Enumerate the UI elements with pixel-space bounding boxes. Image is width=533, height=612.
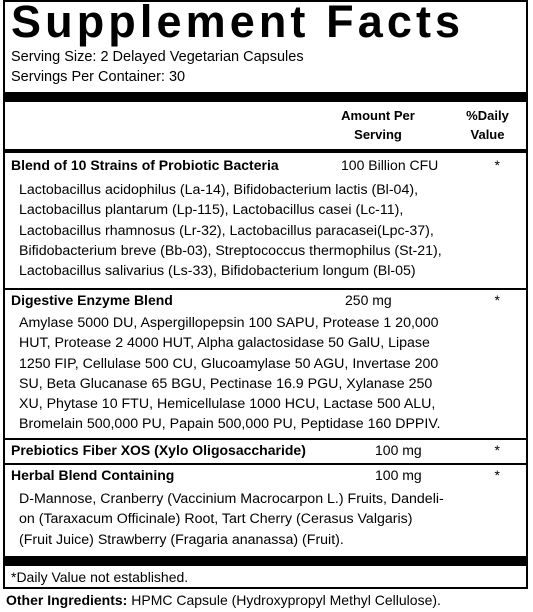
header-daily-value: %Daily Value: [466, 108, 509, 142]
footnote: *Daily Value not established.: [11, 569, 189, 585]
divider: [5, 463, 526, 465]
divider-thick-bottom: [5, 556, 526, 566]
ingredient-herbal-label: Herbal Blend Containing: [11, 467, 175, 483]
supplement-facts-panel: [3, 0, 528, 589]
ingredient-probiotic-amount: 100 Billion CFU: [341, 157, 439, 173]
other-ingredients-text: HPMC Capsule (Hydroxypropyl Methyl Cellulose).: [131, 592, 441, 608]
serving-size: Serving Size: 2 Delayed Vegetarian Capsules: [11, 49, 304, 65]
divider: [5, 438, 526, 440]
ingredient-enzyme-label: Digestive Enzyme Blend: [11, 292, 173, 308]
ingredient-probiotic-dv: *: [494, 157, 500, 173]
panel-title: Supplement Facts: [11, 0, 465, 47]
ingredient-prebiotic-label: Prebiotics Fiber XOS (Xylo Oligosaccharide): [11, 442, 306, 458]
ingredient-enzyme-details: Amylase 5000 DU, Aspergillopepsin 100 SAPU, Protease 1 20,000 HUT, Protease 2 4000 HUT, Alpha galactosidase 50 GalU, Lipase 1250 FIP, Cellulase 500 CU, Glucoamylase 50 AGU, Invertase 200 SU, Beta Glucanase 65 BGU, Pectinase 16.9 PGU, Xylanase 250 XU, Phytase 10 FTU, Hemicellulase 1000 HCU, Lactase 500 ALU, Bromelain 500,000 PU, Papain 500,000 PU, Peptidase 160 DPPIV.: [19, 315, 441, 433]
ingredient-enzyme-dv: *: [494, 292, 500, 308]
header-amount-per-serving: Amount Per Serving: [341, 108, 415, 142]
divider: [5, 288, 526, 290]
ingredient-enzyme-amount: 250 mg: [345, 292, 392, 308]
divider-header: [5, 149, 526, 153]
ingredient-herbal-dv: *: [494, 467, 500, 483]
other-ingredients: [6, 592, 441, 608]
divider-thick: [5, 92, 526, 102]
ingredient-probiotic-details: Lactobacillus acidophilus (La-14), Bifidobacterium lactis (Bl-04), Lactobacillus plantarum (Lp-115), Lactobacillus casei (Lc-11), Lactobacillus rhamnosus (Lr-32), Lactobacillus paracasei(Lpc-37), Bifidobacterium breve (Bb-03), Streptococcus thermophilus (St-21), Lactobacillus salivarius (Ls-33), Bifidobacterium longum (Bl-05): [19, 182, 442, 280]
other-ingredients-label: Other Ingredients:: [6, 592, 128, 608]
ingredient-herbal-details: D-Mannose, Cranberry (Vaccinium Macrocarpon L.) Fruits, Dandeli- on (Taraxacum Officinale) Root, Tart Cherry (Cerasus Valgaris) (Fruit Juice) Strawberry (Fragaria ananassa) (Fruit).: [19, 491, 444, 548]
servings-per-container: Servings Per Container: 30: [11, 69, 186, 85]
ingredient-herbal-amount: 100 mg: [375, 467, 422, 483]
ingredient-prebiotic-dv: *: [494, 442, 500, 458]
ingredient-prebiotic-amount: 100 mg: [375, 442, 422, 458]
ingredient-probiotic-label: Blend of 10 Strains of Probiotic Bacteria: [11, 157, 279, 173]
